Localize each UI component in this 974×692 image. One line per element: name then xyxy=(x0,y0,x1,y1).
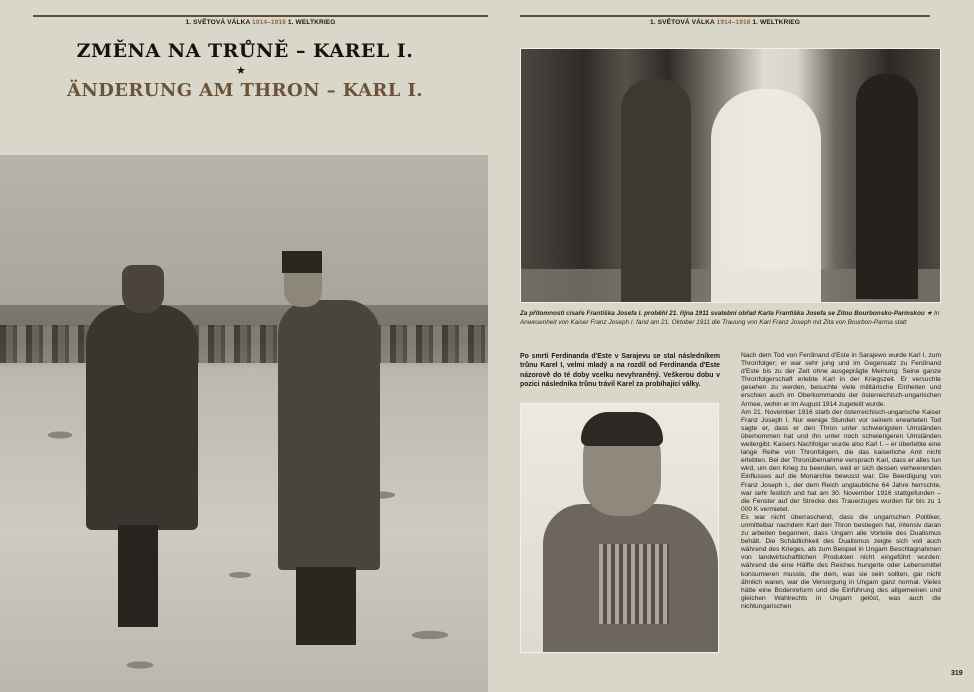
running-head-right xyxy=(520,15,930,29)
caption-czech: Za přítomnosti císaře Františka Josefa I. proběhl 21. října 1911 svatební obřad Karla Františka Josefa se Zitou Bourbonsko-Parmskou xyxy=(520,310,925,317)
body-paragraph: Am 21. November 1916 starb der österreichisch-ungarische Kaiser Franz Joseph I. Nur wenige Stunden vor seinem erwarteten Tod sagte er, dass er den Thron unter schwierigsten Umständen übernommen hat und ihn unter noch schwierigeren Umständen weitergibt. Kaisers Nachfolger wurde also Karl I. – er überlebte eine lange Reihe von Thronfolgern, die das kaiserliche Amt nicht erlebten. Bei der Thronübernahme versprach Karl, dass er alles tun wird, um den Krieg zu beenden, weil er sich dessen verheerenden Einflusses auf die Monarchie bewusst war. Die Beerdigung von Franz Joseph I., der dem Reich unglaubliche 64 Jahre herrschte, war sehr festlich und hat am 30. November 1916 stattgefunden – die Fenster auf der Strecke des Trauerzuges wurden für bis zu 1 000 K vermietet. xyxy=(741,408,941,513)
portrait-medals xyxy=(599,544,669,624)
photo-portrait-karl xyxy=(520,403,719,653)
running-head-years: 1914–1918 xyxy=(716,19,751,26)
photo-officers-in-field xyxy=(0,155,488,692)
officer-right-legs xyxy=(296,567,356,645)
portrait-hair xyxy=(581,412,663,446)
star-icon: ★ xyxy=(926,310,933,317)
body-paragraph: Es war nicht überraschend, dass die ungarischen Politiker, unmittelbar nachdem Karl den Thron bestiegen hat, intensiv daran zu arbeiten begannen, dass Ungarn alle Vorteile des Dualismus behält. Die Schädlichkeit des Dualismus zeigte sich voll auch während des Krieges, als zum Beispiel in Ungarn Beschlagnahmen von landwirtschaftlichen Produkten nicht eingeführt wurden: während die eine Hälfte des Reiches hungerte oder Lebensmittel konsumieren musste, die dem, was sie sein sollten, gar nicht ähnlich waren, war die Versorgung in Ungarn ganz normal. Vieles hätte eine Bodenreform und die Einführung des allgemeinen und gleichen Wahlrechts in Ungarn gelöst, was auch die nichtungarischen xyxy=(741,513,941,610)
officer-left-legs xyxy=(118,525,158,627)
title-german: ÄNDERUNG AM THRON – KARL I. xyxy=(67,80,423,101)
title-czech: ZMĚNA NA TRŮNĚ – KAREL I. xyxy=(76,40,414,62)
photo-wedding-ceremony xyxy=(520,48,941,303)
caption-german: In Anwesenheit von Kaiser Franz Joseph I. fand am 21. Oktober 1911 die Trauung von Karl Franz Joseph mit Zita von Bourbon-Parma statt xyxy=(520,310,940,326)
photo-groom xyxy=(621,79,691,303)
photo-bride xyxy=(711,89,821,303)
photo-emperor xyxy=(856,74,918,299)
page-number: 319 xyxy=(951,670,963,677)
running-head-left xyxy=(33,15,488,29)
officer-left-head xyxy=(122,265,164,313)
running-head-section: 1. SVĚTOVÁ VÁLKA xyxy=(185,19,251,26)
photo-snow-ground xyxy=(0,375,488,692)
running-head-years: 1914–1918 xyxy=(252,19,286,26)
body-german xyxy=(741,352,941,611)
body-paragraph: Nach dem Tod von Ferdinand d'Este in Sarajewo wurde Karl I. zum Thronfolger; er war sehr jung und im Gegensatz zu Ferdinand d'Este bis zu der Zeit ohne ausgeprägte Meinung. Seine ganze Thronfolgerschaft erlebte Karl in der Kriegszeit. Er versuchte gesehen zu werden, besuchte viele militärische Einheiten und erschien auch im Oberkommando der österreichisch-ungarischen Armee, wohin er im August 1914 zugeteilt wurde. xyxy=(741,352,941,408)
running-head-section: 1. SVĚTOVÁ VÁLKA xyxy=(649,19,715,26)
right-page xyxy=(488,0,974,692)
photo-caption xyxy=(520,309,942,327)
officer-right-coat xyxy=(278,300,380,570)
running-head-section-de: 1. WELTKRIEG xyxy=(287,19,336,26)
officer-right-cap xyxy=(282,251,322,273)
running-head-section-de: 1. WELTKRIEG xyxy=(752,19,800,26)
intro-czech: Po smrti Ferdinanda d'Este v Sarajevu se stal následníkem trůnu Karel I, velmi mladý a na rozdíl od Ferdinanda d'Este názorově do té doby vcelku nevyhraněný. Veškerou dobu v pozici následníka trůnu trávil Karel za probíhající války. xyxy=(520,353,720,389)
star-icon: ★ xyxy=(236,65,246,77)
photo-troops xyxy=(0,325,488,363)
officer-left-coat xyxy=(86,305,198,530)
photo-treeline xyxy=(0,305,488,327)
